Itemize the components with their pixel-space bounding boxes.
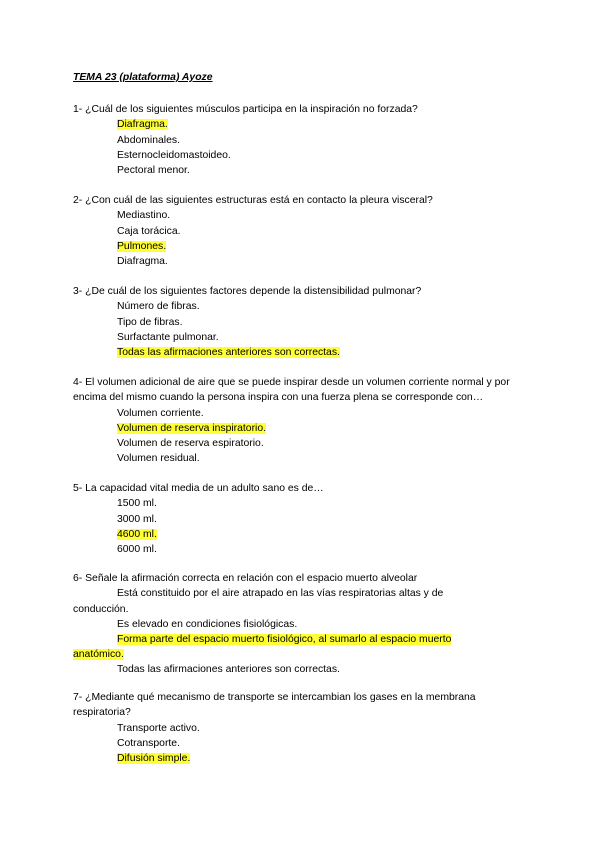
highlighted-answer: Volumen de reserva inspiratorio. bbox=[117, 423, 267, 435]
question-text: 5- La capacidad vital media de un adulto sano es de… bbox=[73, 483, 324, 494]
answer-option: Mediastino. bbox=[117, 210, 171, 222]
answer-option: Volumen de reserva espiratorio. bbox=[117, 438, 264, 450]
answer-option bbox=[117, 421, 513, 436]
highlighted-answer: Diafragma. bbox=[117, 119, 168, 131]
question-text: 3- ¿De cuál de los siguientes factores depende la distensibilidad pulmonar? bbox=[73, 286, 422, 297]
answer-option: 3000 ml. bbox=[117, 513, 157, 525]
question-text: 2- ¿Con cuál de las siguientes estructuras está en contacto la pleura visceral? bbox=[73, 195, 433, 206]
question-5 bbox=[73, 481, 513, 557]
highlighted-answer: Pulmones. bbox=[117, 240, 167, 252]
answer-option: Está constituido por el aire atrapado en las vías respiratorias altas y de bbox=[117, 588, 444, 600]
question-3 bbox=[73, 284, 513, 360]
question-text: 6- Señale la afirmación correcta en relación con el espacio muerto alveolar bbox=[73, 573, 418, 584]
highlighted-answer: Difusión simple. bbox=[117, 753, 191, 765]
answer-option: Abdominales. bbox=[117, 134, 180, 146]
answer-option: Pectoral menor. bbox=[117, 165, 190, 177]
answer-option: Caja torácica. bbox=[117, 225, 181, 237]
question-text: 1- ¿Cuál de los siguientes músculos participa en la inspiración no forzada? bbox=[73, 104, 418, 115]
answer-option: Tipo de fibras. bbox=[117, 316, 183, 328]
answer-option bbox=[117, 527, 513, 542]
answer-option: Transporte activo. bbox=[117, 722, 200, 734]
question-6 bbox=[73, 571, 513, 678]
answer-option: 6000 ml. bbox=[117, 544, 157, 556]
answer-option-continuation: conducción. bbox=[73, 603, 129, 615]
answer-option: Diafragma. bbox=[117, 256, 168, 268]
question-text: 4- El volumen adicional de aire que se puede inspirar desde un volumen corriente normal y por encima del mismo cuando la persona inspira con una fuerza plena se corresponde con… bbox=[73, 377, 510, 404]
answer-option bbox=[117, 632, 513, 647]
answer-option: Esternocleidomastoideo. bbox=[117, 149, 231, 161]
answer-option bbox=[117, 117, 513, 132]
answer-option: 1500 ml. bbox=[117, 498, 157, 510]
answer-option: Surfactante pulmonar. bbox=[117, 331, 219, 343]
question-text: 7- ¿Mediante qué mecanismo de transporte se intercambian los gases en la membrana respiratoria? bbox=[73, 692, 476, 719]
answer-option: Es elevado en condiciones fisiológicas. bbox=[117, 618, 298, 630]
question-7 bbox=[73, 690, 513, 766]
answer-option: Número de fibras. bbox=[117, 301, 200, 313]
question-1 bbox=[73, 102, 513, 178]
answer-option: Volumen residual. bbox=[117, 453, 200, 465]
highlighted-answer: anatómico. bbox=[73, 649, 124, 661]
highlighted-answer: Forma parte del espacio muerto fisiológico, al sumarlo al espacio muerto bbox=[117, 634, 452, 646]
answer-option bbox=[117, 345, 513, 360]
answer-option bbox=[117, 239, 513, 254]
answer-option: Volumen corriente. bbox=[117, 407, 204, 419]
question-2 bbox=[73, 193, 513, 269]
answer-option bbox=[117, 751, 513, 766]
answer-option: Cotransporte. bbox=[117, 738, 180, 750]
document-title: TEMA 23 (plataforma) Ayoze bbox=[73, 72, 213, 83]
highlighted-answer: 4600 ml. bbox=[117, 528, 157, 540]
answer-option: Todas las afirmaciones anteriores son correctas. bbox=[117, 664, 340, 676]
answer-option-continuation bbox=[73, 647, 513, 662]
question-4 bbox=[73, 375, 513, 467]
highlighted-answer: Todas las afirmaciones anteriores son correctas. bbox=[117, 347, 340, 359]
